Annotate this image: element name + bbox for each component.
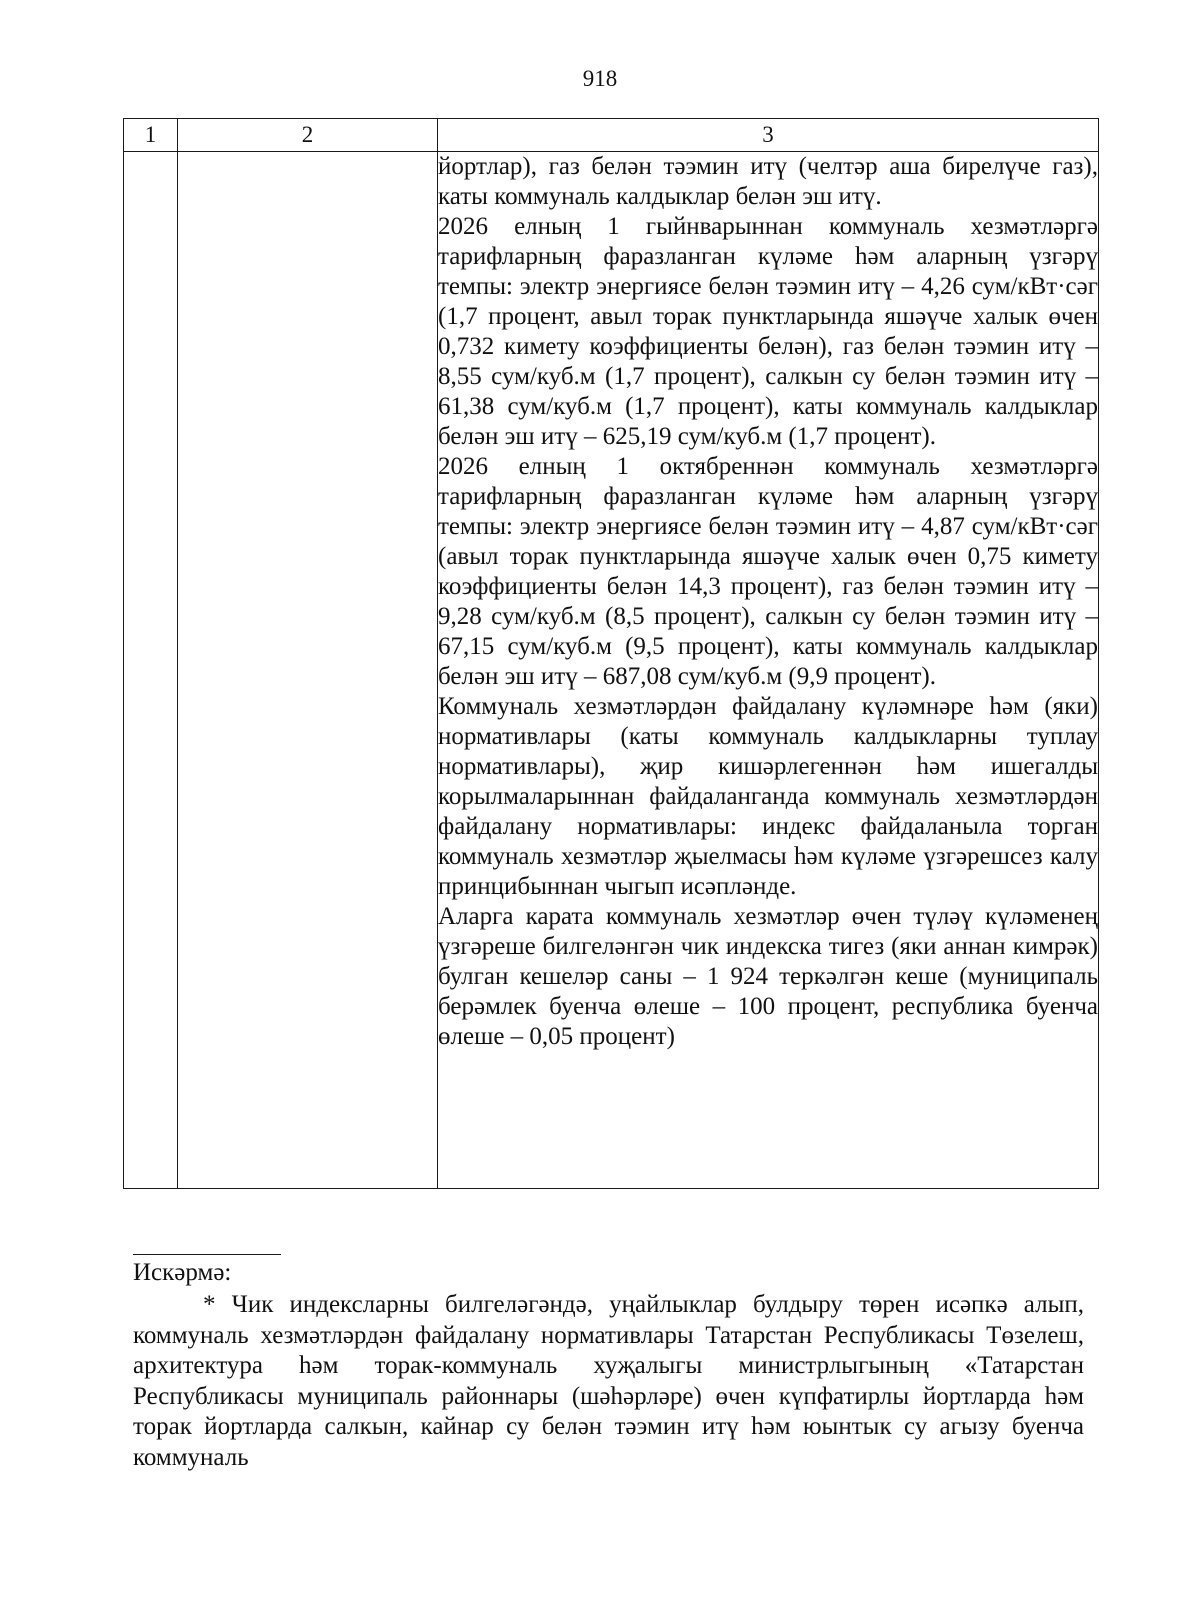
cell-paragraph: Коммуналь хезмәтләрдән файдалану күләмнәре һәм (яки) нормативлары (каты коммуналь калдыкларны туплау нормативлары), җир кишәрлегеннән һәм ишегалды корылмаларыннан файдаланганда коммуналь хезмәтләрдән файдалану нормативлары: индекс файдаланыла торган коммуналь хезмәтләр җыелмасы һәм күләме үзгәрешсез калу принцибыннан чыгып исәпләнде. xyxy=(438,693,1098,900)
footnote-text: * Чик индексларны билгеләгәндә, уңайлыклар булдыру төрен исәпкә алып, коммуналь хезмәтләрдән файдалану нормативлары Татарстан Республикасы Төзелеш, архитектура һәм торак-коммуналь хуҗалыгы министрлыгының «Татарстан Республикасы муниципаль районнары (шәһәрләре) өчен күпфатирлы йортларда һәм торак йортларда салкын, кайнар су белән тәэмин итү һәм юынтык су агызу буенча коммуналь xyxy=(133,1291,1084,1471)
column-header-1: 1 xyxy=(124,119,178,152)
table-cell-col3 xyxy=(438,152,1099,1189)
footnote-separator xyxy=(133,1254,281,1255)
cell-paragraph: йортлар), газ белән тәэмин итү (челтәр аша бирелүче газ), каты коммуналь калдыклар белән эш итү. xyxy=(438,153,1098,210)
column-header-3: 3 xyxy=(438,119,1099,152)
table-cell-col1 xyxy=(124,152,178,1189)
data-table xyxy=(123,118,1099,1189)
footnote-heading: Искәрмә: xyxy=(133,1259,232,1286)
cell-paragraph: 2026 елның 1 октябреннән коммуналь хезмәтләргә тарифларның фаразланган күләме һәм аларның үзгәрү темпы: электр энергиясе белән тәэмин итү – 4,87 сум/кВт·сәг (авыл торак пунктларында яшәүче халык өчен 0,75 кимету коэффициенты белән 14,3 процент), газ белән тәэмин итү – 9,28 сум/куб.м (8,5 процент), салкын су белән тәэмин итү – 67,15 сум/куб.м (9,5 процент), каты коммуналь калдыклар белән эш итү – 687,08 сум/куб.м (9,9 процент). xyxy=(438,453,1098,690)
table-row xyxy=(124,152,1099,1189)
cell-paragraph: Аларга карата коммуналь хезмәтләр өчен түләү күләменең үзгәреше билгеләнгән чик индекска тигез (яки аннан кимрәк) булган кешеләр саны – 1 924 теркәлгән кеше (муниципаль берәмлек буенча өлеше – 100 процент, республика буенча өлеше – 0,05 процент) xyxy=(438,903,1098,1050)
table-cell-col2 xyxy=(178,152,438,1189)
column-header-2: 2 xyxy=(178,119,438,152)
cell-paragraph: 2026 елның 1 гыйнварыннан коммуналь хезмәтләргә тарифларның фаразланган күләме һәм аларның үзгәрү темпы: электр энергиясе белән тәэмин итү – 4,26 сум/кВт·сәг (1,7 процент, авыл торак пунктларында яшәүче халык өчен 0,732 кимету коэффициенты белән), газ белән тәэмин итү – 8,55 сум/куб.м (1,7 процент), салкын су белән тәэмин итү – 61,38 сум/куб.м (1,7 процент), каты коммуналь калдыклар белән эш итү – 625,19 сум/куб.м (1,7 процент). xyxy=(438,213,1098,450)
page-number: 918 xyxy=(582,66,618,91)
table-header-row xyxy=(124,119,1099,152)
